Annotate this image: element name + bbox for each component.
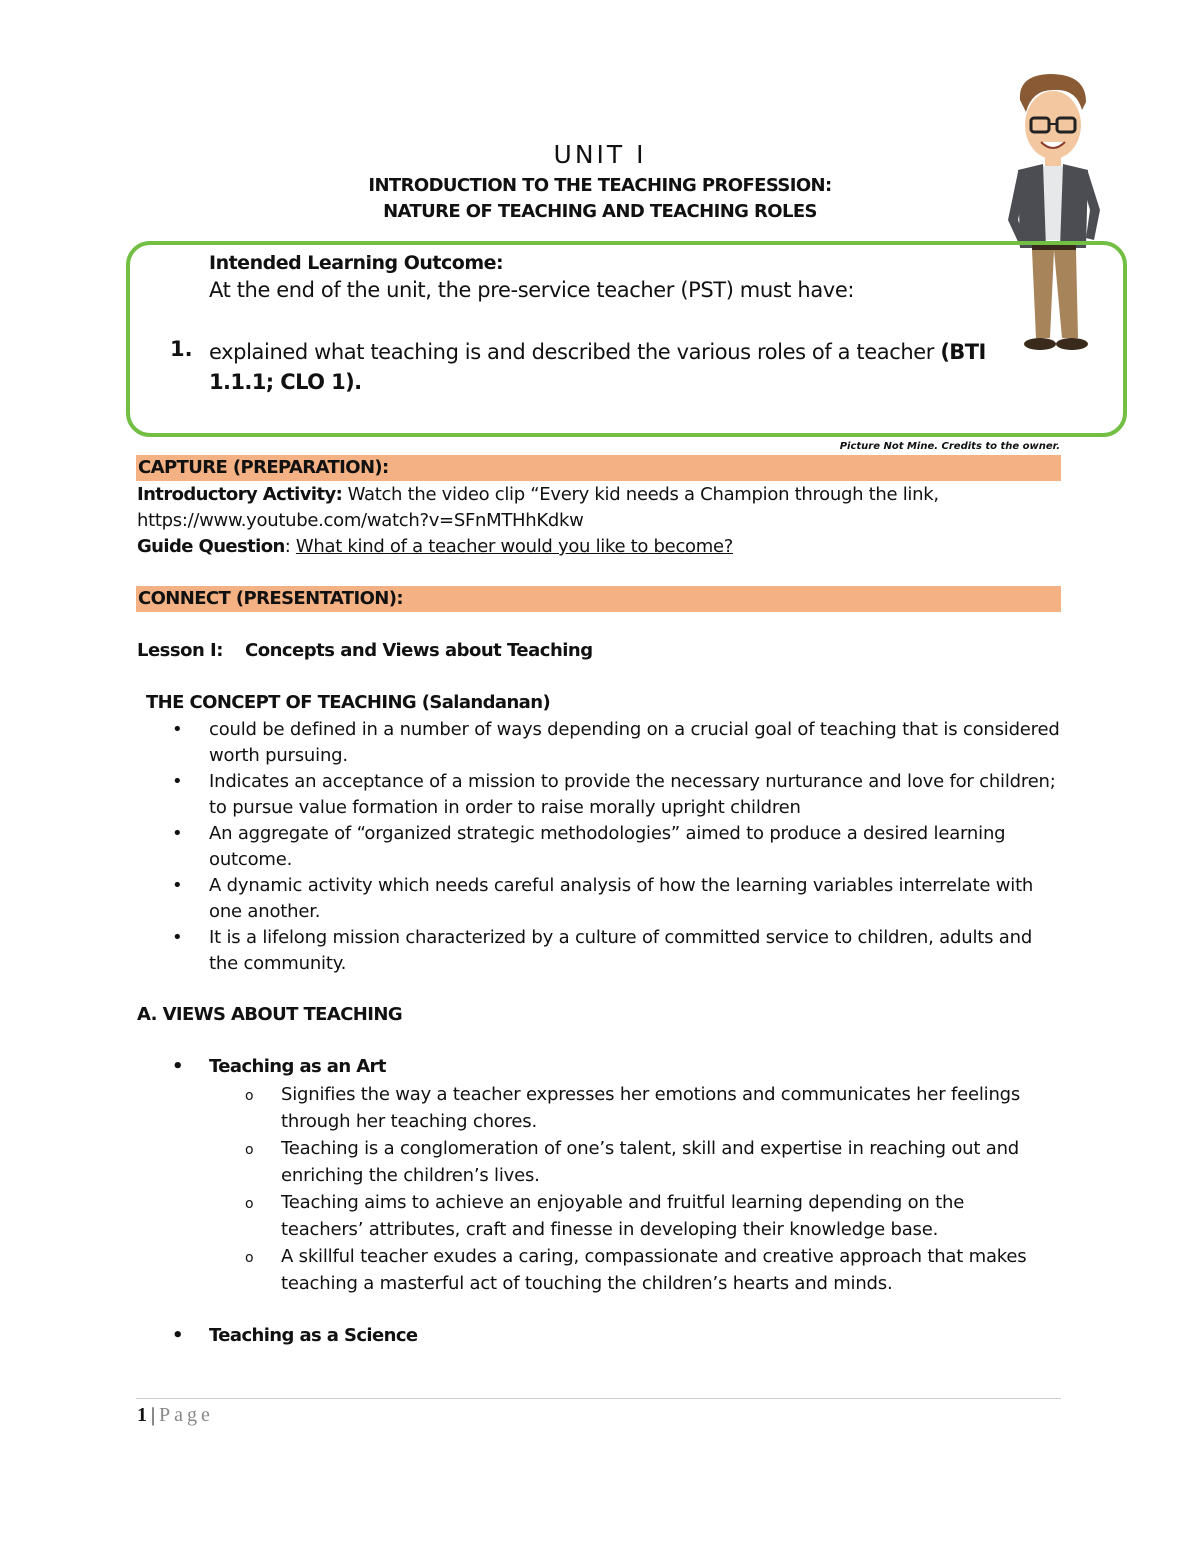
list-item [172, 873, 1062, 925]
bullet-icon: • [172, 927, 183, 948]
list-item [172, 717, 1062, 769]
picture-credit: Picture Not Mine. Credits to the owner. [839, 441, 1060, 452]
guide-question-label: Guide Question [137, 536, 285, 557]
view-art-label: Teaching as an Art [209, 1056, 386, 1077]
outcome-statement: explained what teaching is and described the various roles of a teacher [209, 340, 941, 364]
introductory-activity-label: Introductory Activity: [137, 484, 343, 505]
views-heading: A. VIEWS ABOUT TEACHING [137, 1004, 403, 1025]
bullet-icon: • [172, 1056, 183, 1077]
list-item-text: An aggregate of “organized strategic methodologies” aimed to produce a desired learning outcome. [209, 823, 1006, 870]
unit-subtitle-1: INTRODUCTION TO THE TEACHING PROFESSION: [368, 175, 832, 196]
list-item-text: Signifies the way a teacher expresses her emotions and communicates her feelings through her teaching chores. [281, 1084, 1021, 1132]
outcome-text [209, 337, 1009, 397]
outcome-heading: Intended Learning Outcome: [209, 252, 504, 274]
bullet-icon: • [172, 823, 183, 844]
video-link[interactable]: https://www.youtube.com/watch?v=SFnMTHhKdkw [137, 510, 584, 531]
list-item [172, 821, 1062, 873]
list-item-text: Indicates an acceptance of a mission to provide the necessary nurturance and love for children; to pursue value formation in order to raise morally upright children [209, 771, 1056, 818]
list-item [172, 769, 1062, 821]
sub-bullet-icon: o [245, 1196, 254, 1212]
footer-divider [136, 1398, 1061, 1399]
bullet-icon: • [172, 771, 183, 792]
guide-question-colon: : [284, 536, 296, 557]
view-science-label: Teaching as a Science [209, 1325, 418, 1346]
list-item-text: Teaching aims to achieve an enjoyable and fruitful learning depending on the teachers’ attributes, craft and finesse in developing their knowledge base. [281, 1192, 965, 1240]
concept-list [172, 717, 1062, 977]
list-item-text: could be defined in a number of ways depending on a crucial goal of teaching that is considered worth pursuing. [209, 719, 1060, 766]
capture-section-bar [136, 455, 1061, 481]
connect-section-bar [136, 586, 1061, 612]
list-item-text: A skillful teacher exudes a caring, compassionate and creative approach that makes teaching a masterful act of touching the children’s hearts and minds. [281, 1246, 1027, 1294]
outcome-intro: At the end of the unit, the pre-service teacher (PST) must have: [209, 278, 855, 302]
guide-question-text: What kind of a teacher would you like to become? [295, 536, 734, 557]
unit-subtitle-2: NATURE OF TEACHING AND TEACHING ROLES [383, 201, 817, 222]
bullet-icon: • [172, 1325, 183, 1346]
capture-heading: CAPTURE (PREPARATION): [138, 457, 389, 478]
page-number: 1 [137, 1404, 147, 1426]
list-item [245, 1243, 1045, 1297]
lesson-label: Lesson I: [137, 640, 223, 661]
bullet-icon: • [172, 719, 183, 740]
outcome-number: 1. [170, 337, 193, 361]
outcome-code: (BTI 1.1.1; CLO 1). [209, 340, 986, 394]
list-item-text: Teaching is a conglomeration of one’s talent, skill and expertise in reaching out and enriching the children’s lives. [281, 1138, 1020, 1186]
list-item [245, 1189, 1045, 1243]
list-item [172, 925, 1062, 977]
introductory-activity-text: Watch the video clip “Every kid needs a Champion through the link, [342, 484, 939, 505]
view-art-title [172, 1056, 386, 1077]
introductory-activity [137, 484, 939, 505]
sub-bullet-icon: o [245, 1088, 254, 1104]
guide-question [137, 536, 733, 557]
list-item [245, 1081, 1045, 1135]
concept-heading: THE CONCEPT OF TEACHING (Salandanan) [146, 692, 551, 713]
list-item-text: It is a lifelong mission characterized by a culture of committed service to children, adults and the community. [209, 927, 1033, 974]
list-item-text: A dynamic activity which needs careful analysis of how the learning variables interrelate with one another. [209, 875, 1034, 922]
connect-heading: CONNECT (PRESENTATION): [138, 588, 403, 609]
view-science-title [172, 1325, 418, 1346]
page-word: Page [159, 1404, 214, 1426]
sub-bullet-icon: o [245, 1250, 254, 1266]
page-footer [137, 1404, 214, 1427]
lesson-title: Concepts and Views about Teaching [245, 640, 593, 661]
unit-title: UNIT I [553, 140, 647, 169]
sub-bullet-icon: o [245, 1142, 254, 1158]
art-sub-list [245, 1081, 1045, 1297]
footer-separator: | [151, 1404, 156, 1426]
bullet-icon: • [172, 875, 183, 896]
list-item [245, 1135, 1045, 1189]
